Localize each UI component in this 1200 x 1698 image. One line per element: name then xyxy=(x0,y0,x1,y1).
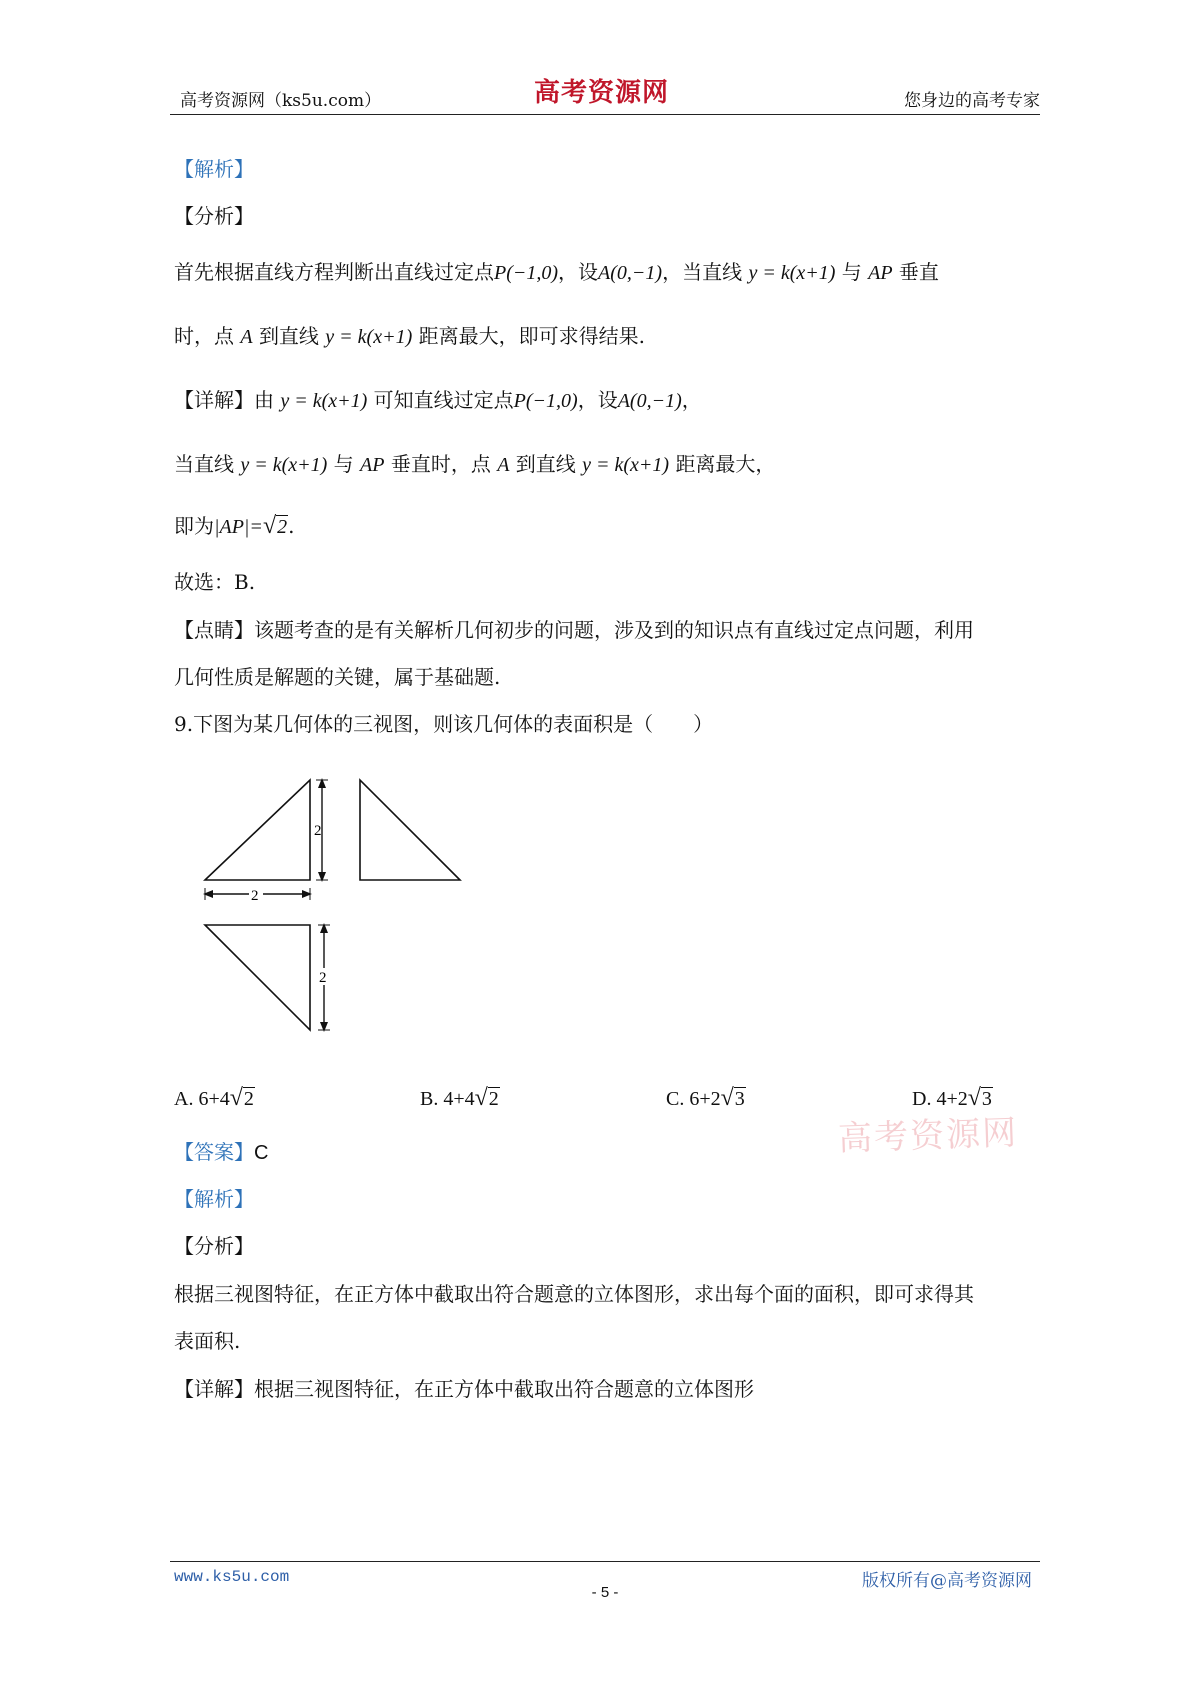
q9-answer xyxy=(174,1138,268,1167)
header-site-name: 高考资源网（ks5u.com） xyxy=(180,91,382,111)
detail-tag: 【详解】 xyxy=(174,388,254,412)
page-number: - 5 - xyxy=(591,1584,619,1601)
top-height-label: 2 xyxy=(319,970,327,986)
choice-b xyxy=(420,1085,500,1112)
text: ，设 xyxy=(558,260,599,284)
math-line-eq: y = k(x+1) xyxy=(582,454,670,476)
choice-a xyxy=(174,1085,255,1112)
q8-jiexi-tag: 【解析】 xyxy=(174,157,254,181)
text: 到直线 xyxy=(515,452,576,476)
answer-tag: 【答案】 xyxy=(174,1140,254,1164)
text: 即为 xyxy=(174,514,214,538)
q8-analysis-line-1 xyxy=(174,258,939,287)
choice-label: B. 4+4 xyxy=(420,1088,475,1110)
top-view-triangle xyxy=(205,925,310,1030)
text: 到直线 xyxy=(258,324,319,348)
q8-detail-line-3 xyxy=(174,512,294,541)
sqrt-symbol: √ xyxy=(720,1085,734,1111)
math-ap: AP xyxy=(868,262,893,284)
footer-url[interactable]: www.ks5u.com xyxy=(174,1568,290,1586)
text: ，设 xyxy=(577,388,618,412)
text: 距离最大， xyxy=(675,452,776,476)
text: 首先根据直线方程判断出直线过定点 xyxy=(174,260,494,284)
text: . xyxy=(288,514,295,538)
text: 由 xyxy=(254,388,274,412)
q8-detail-line-1 xyxy=(174,386,702,415)
q8-dianjing-line-1 xyxy=(174,616,974,644)
q8-detail-line-2 xyxy=(174,450,775,479)
math-abs-ap: |AP|= xyxy=(214,516,263,538)
text: ， xyxy=(681,388,702,412)
sqrt-symbol: √ xyxy=(262,513,277,539)
text: 时，点 xyxy=(174,324,234,348)
q9-analysis-line-1: 根据三视图特征，在正方体中截取出符合题意的立体图形，求出每个面的面积，即可求得其 xyxy=(174,1282,974,1306)
sqrt-symbol: √ xyxy=(967,1085,981,1111)
side-view-triangle xyxy=(360,780,460,880)
q8-dianjing-line-2: 几何性质是解题的关键，属于基础题. xyxy=(174,665,501,689)
q8-fenxi-tag: 【分析】 xyxy=(174,204,254,228)
sqrt-symbol: √ xyxy=(474,1085,488,1111)
text: 与 xyxy=(841,260,862,284)
page-footer xyxy=(170,1561,1040,1601)
math-point-a: A(0,−1) xyxy=(617,390,682,412)
math-ap: AP xyxy=(360,454,385,476)
math-point-p: P(−1,0) xyxy=(513,390,578,412)
answer-value: C xyxy=(254,1142,269,1164)
radicand: 3 xyxy=(734,1088,745,1110)
watermark: 高考资源网 xyxy=(837,1112,1019,1160)
detail-tag: 【详解】 xyxy=(174,1377,254,1401)
header-logo: 高考资源网 xyxy=(534,78,670,108)
header-slogan: 您身边的高考专家 xyxy=(904,91,1040,111)
text: 可知直线过定点 xyxy=(373,388,514,412)
q9-jiexi-tag: 【解析】 xyxy=(174,1187,254,1211)
text: 距离最大，即可求得结果. xyxy=(418,324,645,348)
math-line-eq: y = k(x+1) xyxy=(240,454,328,476)
math-point-p: P(−1,0) xyxy=(494,262,559,284)
dianjing-tag: 【点睛】 xyxy=(174,618,254,642)
math-point-a: A(0,−1) xyxy=(598,262,663,284)
radicand: 3 xyxy=(981,1088,992,1110)
text: 垂直时，点 xyxy=(390,452,491,476)
text: 该题考查的是有关解析几何初步的问题，涉及到的知识点有直线过定点问题，利用 xyxy=(254,618,974,642)
math-a: A xyxy=(497,454,510,476)
text: 当直线 xyxy=(174,452,234,476)
front-width-label: 2 xyxy=(251,888,259,904)
choice-label: D. 4+2 xyxy=(912,1088,968,1110)
three-view-figure xyxy=(200,770,480,1040)
q9-fenxi-tag: 【分析】 xyxy=(174,1234,254,1258)
math-line-eq: y = k(x+1) xyxy=(280,390,368,412)
q9-analysis-line-2: 表面积. xyxy=(174,1329,241,1353)
choice-c xyxy=(666,1085,746,1112)
choice-label: A. 6+4 xyxy=(174,1088,230,1110)
radicand: 2 xyxy=(277,516,288,538)
radicand: 2 xyxy=(243,1088,254,1110)
text: 垂直 xyxy=(898,260,939,284)
q9-detail-line-1 xyxy=(174,1375,754,1403)
sqrt-symbol: √ xyxy=(229,1085,243,1111)
q9-stem: 9.下图为某几何体的三视图，则该几何体的表面积是（ ） xyxy=(174,712,714,736)
footer-copyright: 版权所有@高考资源网 xyxy=(862,1571,1032,1591)
front-height-label: 2 xyxy=(314,823,322,839)
math-line-eq: y = k(x+1) xyxy=(325,326,413,348)
text: 根据三视图特征，在正方体中截取出符合题意的立体图形 xyxy=(254,1377,754,1401)
math-line-eq: y = k(x+1) xyxy=(748,262,836,284)
q8-choose: 故选：B. xyxy=(174,570,256,594)
math-a: A xyxy=(240,326,253,348)
text: 与 xyxy=(333,452,354,476)
front-view-triangle xyxy=(205,780,310,880)
choice-label: C. 6+2 xyxy=(666,1088,721,1110)
text: ，当直线 xyxy=(662,260,743,284)
q8-analysis-line-2 xyxy=(174,322,645,351)
page-header xyxy=(170,80,1040,115)
radicand: 2 xyxy=(488,1088,499,1110)
